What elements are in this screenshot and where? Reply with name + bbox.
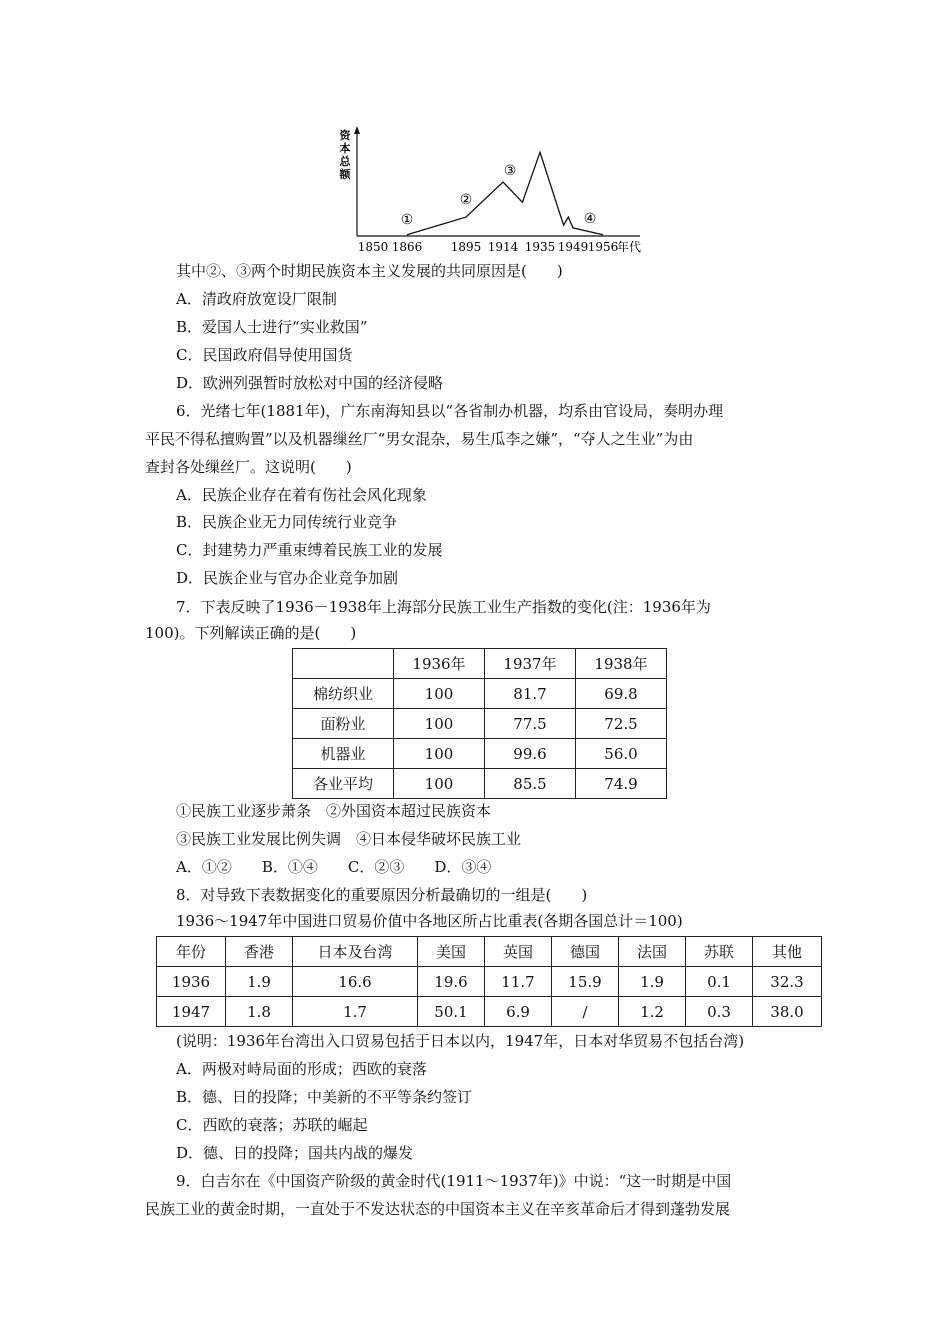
y-axis-arrow — [354, 126, 360, 134]
table-cell: 1.9 — [619, 967, 686, 997]
table-cell: 32.3 — [753, 967, 822, 997]
table-cell: 15.9 — [552, 967, 619, 997]
table-cell: 77.5 — [485, 709, 576, 739]
y-axis-label-char: 额 — [339, 168, 351, 181]
table-cell: 0.3 — [686, 997, 753, 1027]
table-cell: 0.1 — [686, 967, 753, 997]
q7-stem-line2: 100)。下列解读正确的是( ) — [145, 624, 357, 642]
q6-stem-line1: 6．光绪七年(1881年)，广东南海知县以“各省制办机器，均系由官设局，奏明办理 — [176, 402, 724, 420]
q7-stem-line1: 7．下表反映了1936－1938年上海部分民族工业生产指数的变化(注：1936年为 — [176, 598, 711, 616]
table-row — [157, 967, 822, 997]
q6-option-c[interactable]: C．封建势力严重束缚着民族工业的发展 — [176, 541, 443, 559]
table-cell: 16.6 — [293, 967, 418, 997]
table-row — [293, 679, 667, 709]
q9-stem-line2: 民族工业的黄金时期，一直处于不发达状态的中国资本主义在辛亥革命后才得到蓬勃发展 — [145, 1200, 731, 1218]
q6-stem-line3: 查封各处缫丝厂。这说明( ) — [145, 458, 352, 476]
table-cell: 面粉业 — [293, 709, 394, 739]
q7-options[interactable]: A．①② B．①④ C．②③ D．③④ — [176, 858, 492, 876]
table-cell: 50.1 — [418, 997, 485, 1027]
table-header-cell: 1938年 — [576, 649, 667, 679]
table-row — [157, 997, 822, 1027]
q8-table-caption: 1936～1947年中国进口贸易价值中各地区所占比重表(各期各国总计＝100) — [176, 912, 683, 930]
table-cell: 各业平均 — [293, 769, 394, 799]
q8-option-a[interactable]: A．两极对峙局面的形成；西欧的衰落 — [176, 1060, 427, 1078]
table-header-cell: 英国 — [485, 937, 552, 967]
table-cell: 74.9 — [576, 769, 667, 799]
q8-table — [156, 936, 822, 1027]
table-cell: 100 — [394, 679, 485, 709]
table-cell: 69.8 — [576, 679, 667, 709]
table-header-row — [293, 649, 667, 679]
table-header-cell: 法国 — [619, 937, 686, 967]
x-axis-label: 年代 — [617, 240, 642, 254]
table-header-row — [157, 937, 822, 967]
q5-option-a[interactable]: A．清政府放宽设厂限制 — [176, 290, 337, 308]
table-cell: / — [552, 997, 619, 1027]
table-header-cell: 苏联 — [686, 937, 753, 967]
table-header-cell: 美国 — [418, 937, 485, 967]
q6-option-d[interactable]: D．民族企业与官办企业竞争加剧 — [176, 569, 399, 587]
table-header-cell — [293, 649, 394, 679]
q7-table — [292, 648, 667, 799]
table-header-cell: 年份 — [157, 937, 226, 967]
table-header-cell: 1936年 — [394, 649, 485, 679]
table-cell: 1.7 — [293, 997, 418, 1027]
table-cell: 棉纺织业 — [293, 679, 394, 709]
x-tick-label: 1914 — [487, 240, 519, 254]
q9-stem-line1: 9．白吉尔在《中国资产阶级的黄金时代(1911～1937年)》中说：“这一时期是中国 — [176, 1172, 732, 1190]
table-cell: 72.5 — [576, 709, 667, 739]
q6-option-a[interactable]: A．民族企业存在着有伤社会风化现象 — [176, 486, 427, 504]
table-header-cell: 德国 — [552, 937, 619, 967]
q8-stem: 8．对导致下表数据变化的重要原因分析最确切的一组是( ) — [176, 886, 588, 904]
period-marker: ③ — [503, 163, 517, 179]
table-cell: 1936 — [157, 967, 226, 997]
table-cell: 1.8 — [226, 997, 293, 1027]
capital-chart — [0, 0, 950, 270]
q8-note: (说明：1936年台湾出入口贸易包括于日本以内，1947年，日本对华贸易不包括台湾) — [176, 1032, 745, 1050]
table-cell: 1.2 — [619, 997, 686, 1027]
q6-option-b[interactable]: B．民族企业无力同传统行业竞争 — [176, 513, 398, 531]
table-header-cell: 香港 — [226, 937, 293, 967]
y-axis-label-char: 总 — [339, 155, 351, 168]
q7-statements-2: ③民族工业发展比例失调 ④日本侵华破坏民族工业 — [176, 830, 522, 848]
period-marker: ① — [400, 212, 414, 228]
table-cell: 机器业 — [293, 739, 394, 769]
q7-statements-1: ①民族工业逐步萧条 ②外国资本超过民族资本 — [176, 802, 492, 820]
q6-stem-line2: 平民不得私擅购置”以及机器缫丝厂“男女混杂，易生瓜李之嫌”，“夺人之生业”为由 — [145, 430, 694, 448]
q8-option-b[interactable]: B．德、日的投降；中美新的不平等条约签订 — [176, 1088, 473, 1106]
period-marker: ④ — [583, 211, 597, 227]
table-cell: 100 — [394, 709, 485, 739]
table-cell: 1.9 — [226, 967, 293, 997]
table-cell: 100 — [394, 769, 485, 799]
y-axis-label-char: 资 — [339, 129, 351, 142]
table-header-cell: 1937年 — [485, 649, 576, 679]
table-row — [293, 739, 667, 769]
q5-option-d[interactable]: D．欧洲列强暂时放松对中国的经济侵略 — [176, 374, 444, 392]
table-header-cell: 其他 — [753, 937, 822, 967]
q5-option-c[interactable]: C．民国政府倡导使用国货 — [176, 346, 353, 364]
table-cell: 6.9 — [485, 997, 552, 1027]
q5-option-b[interactable]: B．爱国人士进行“实业救国” — [176, 318, 368, 336]
table-cell: 1947 — [157, 997, 226, 1027]
table-cell: 99.6 — [485, 739, 576, 769]
q5-stem: 其中②、③两个时期民族资本主义发展的共同原因是( ) — [176, 262, 563, 280]
y-axis-label-char: 本 — [339, 142, 351, 155]
x-tick-label: 1956 — [587, 240, 619, 254]
x-tick-label: 1895 — [450, 240, 482, 254]
table-header-cell: 日本及台湾 — [293, 937, 418, 967]
q8-option-d[interactable]: D．德、日的投降；国共内战的爆发 — [176, 1144, 414, 1162]
x-tick-label: 1850 — [357, 240, 389, 254]
q8-option-c[interactable]: C．西欧的衰落；苏联的崛起 — [176, 1116, 368, 1134]
table-cell: 81.7 — [485, 679, 576, 709]
x-tick-label: 1949 — [557, 240, 589, 254]
table-cell: 11.7 — [485, 967, 552, 997]
x-tick-label: 1935 — [524, 240, 556, 254]
x-tick-label: 1866 — [391, 240, 423, 254]
y-axis-label — [339, 128, 352, 181]
table-cell: 56.0 — [576, 739, 667, 769]
table-cell: 19.6 — [418, 967, 485, 997]
table-cell: 100 — [394, 739, 485, 769]
table-row — [293, 769, 667, 799]
period-marker: ② — [459, 192, 473, 208]
table-cell: 38.0 — [753, 997, 822, 1027]
table-row — [293, 709, 667, 739]
table-cell: 85.5 — [485, 769, 576, 799]
